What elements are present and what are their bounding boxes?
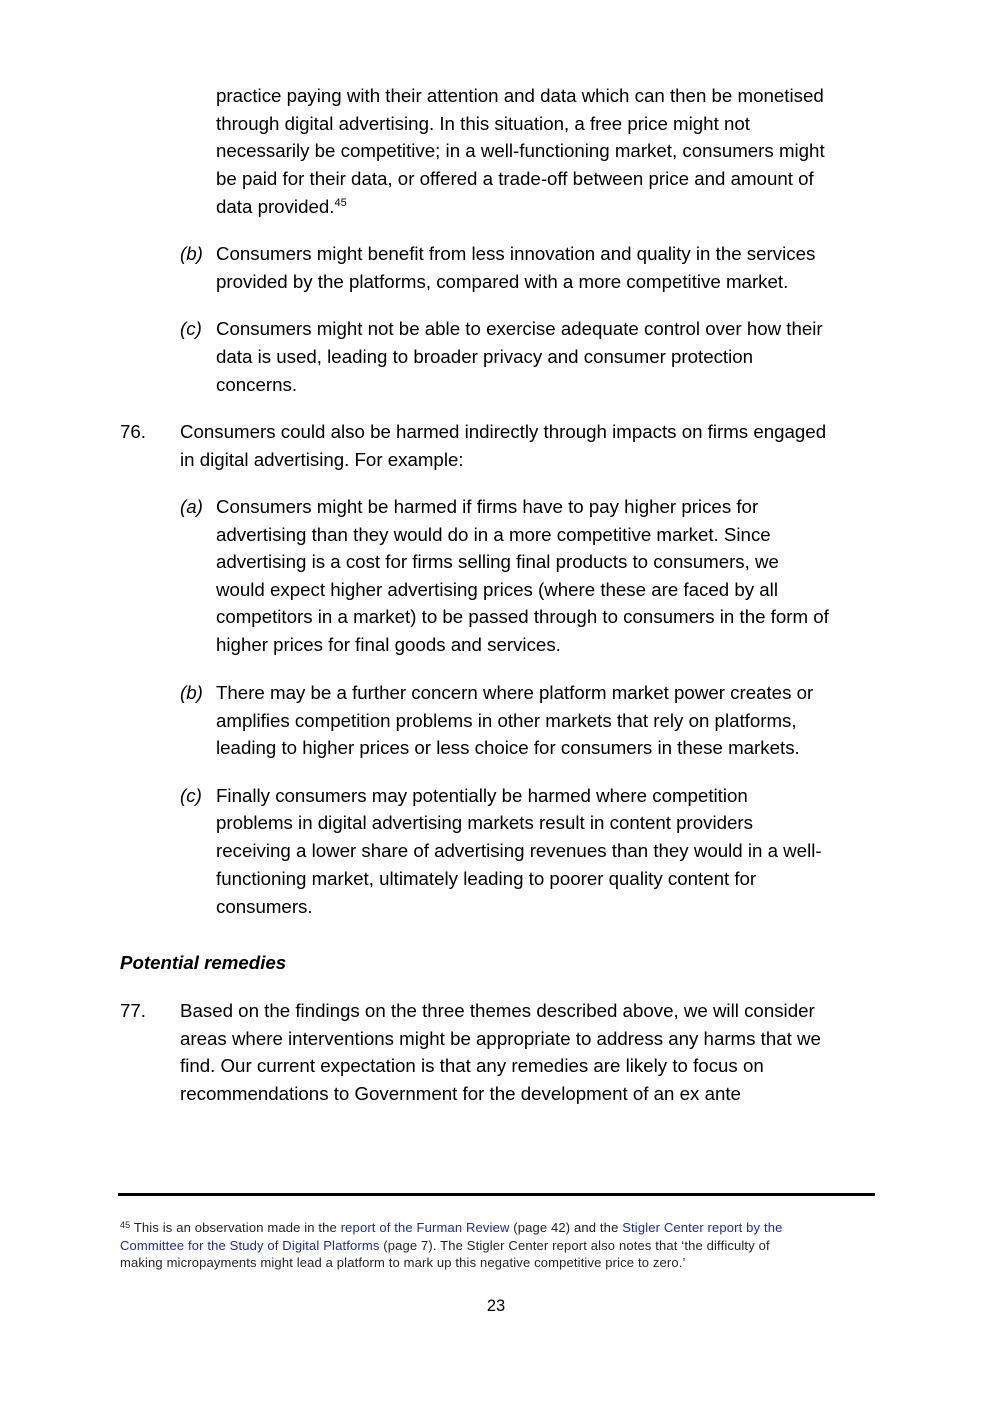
text-line: competitors in a market) to be passed through to consumers in the form of [216,606,829,627]
text-line: amplifies competition problems in other markets that rely on platforms, [216,710,797,731]
text-line: higher prices for final goods and services. [216,634,561,655]
text-line: There may be a further concern where platform market power creates or [216,682,814,703]
text-line: Consumers might be harmed if firms have to pay higher prices for [216,496,759,517]
paragraph-number: 76. [120,421,146,442]
text-line: leading to higher prices or less choice for consumers in these markets. [216,737,800,758]
text-line: in digital advertising. For example: [180,449,464,470]
text-line: necessarily be competitive; in a well-functioning market, consumers might [216,140,825,161]
text-line: advertising is a cost for firms selling final products to consumers, we [216,551,779,572]
text-line: receiving a lower share of advertising revenues than they would in a well- [216,840,822,861]
item-label: (c) [180,318,202,339]
footnote-text: This is an observation made in the [130,1220,341,1235]
footnote-text: (page 7). The Stigler Center report also notes that ‘the difficulty of [379,1237,770,1253]
text-line: Consumers might not be able to exercise adequate control over how their [216,318,823,339]
text-line: find. Our current expectation is that any remedies are likely to focus on [180,1055,764,1076]
text-line: through digital advertising. In this situation, a free price might not [216,113,750,134]
stigler-center-link-cont[interactable]: Committee for the Study of Digital Platforms [120,1237,380,1253]
text-line: would expect higher advertising prices (where these are faced by all [216,579,778,600]
text-line: Based on the findings on the three themes described above, we will consider [180,1000,815,1021]
section-heading: Potential remedies [120,952,287,973]
item-label: (b) [180,243,203,264]
text-line: practice paying with their attention and data which can then be monetised [216,85,824,106]
footnote-text: (page 42) and the [509,1220,623,1235]
text-line: areas where interventions might be appropriate to address any harms that we [180,1028,821,1049]
page-number: 23 [486,1297,506,1315]
stigler-center-link[interactable]: Stigler Center report by the [622,1220,783,1235]
footnote-text: making micropayments might lead a platform to mark up this negative competitive price to zero.’ [120,1255,686,1270]
item-label: (a) [180,496,203,517]
text-line-content: data provided. [216,196,335,217]
text-line: recommendations to Government for the development of an ex ante [180,1083,741,1104]
footnote-reference[interactable]: 45 [334,197,347,209]
text-line: concerns. [216,374,298,395]
text-line: data is used, leading to broader privacy and consumer protection [216,346,754,367]
footnote [120,1219,880,1272]
text-line: problems in digital advertising markets result in content providers [216,812,753,833]
text-line: functioning market, ultimately leading to poorer quality content for [216,868,757,889]
text-line [216,193,347,221]
text-line: advertising than they would do in a more competitive market. Since [216,524,771,545]
text-line: Consumers could also be harmed indirectly through impacts on firms engaged [180,421,827,442]
footnote-separator [118,1193,875,1196]
text-line: provided by the platforms, compared with a more competitive market. [216,271,789,292]
item-label: (b) [180,682,203,703]
item-label: (c) [180,785,202,806]
footnote-number: 45 [120,1220,131,1230]
furman-review-link[interactable]: report of the Furman Review [340,1220,510,1235]
text-line: be paid for their data, or offered a trade-off between price and amount of [216,168,814,189]
text-line: Consumers might benefit from less innovation and quality in the services [216,243,816,264]
text-line: consumers. [216,896,313,917]
text-line: Finally consumers may potentially be harmed where competition [216,785,748,806]
paragraph-number: 77. [120,1000,146,1021]
